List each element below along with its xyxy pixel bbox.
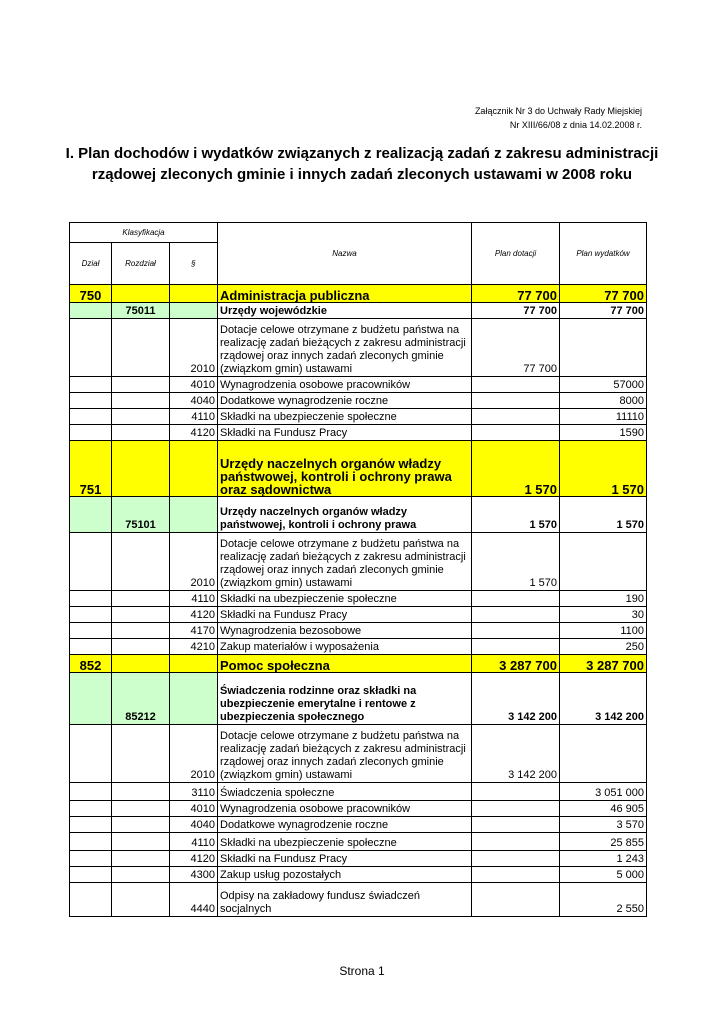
cell-plan-wydatkow: 11110	[560, 409, 647, 425]
cell-plan-dotacji	[472, 817, 560, 833]
cell-plan-wydatkow: 5 000	[560, 867, 647, 883]
cell-paragraf: 2010	[170, 533, 218, 591]
header-nazwa: Nazwa	[218, 223, 472, 285]
cell-plan-wydatkow: 30	[560, 607, 647, 623]
cell-nazwa: Urzędy wojewódzkie	[218, 303, 472, 319]
cell-plan-wydatkow: 77 700	[560, 303, 647, 319]
cell-dzial	[70, 673, 112, 725]
cell-dzial	[70, 409, 112, 425]
header-paragraf: §	[170, 243, 218, 285]
cell-dzial	[70, 393, 112, 409]
table-row	[70, 801, 647, 817]
cell-rozdzial: 75011	[112, 303, 170, 319]
cell-plan-dotacji	[472, 393, 560, 409]
cell-paragraf: 4120	[170, 425, 218, 441]
cell-plan-dotacji: 77 700	[472, 285, 560, 303]
cell-plan-dotacji: 3 142 200	[472, 725, 560, 783]
cell-paragraf: 4040	[170, 393, 218, 409]
cell-rozdzial	[112, 393, 170, 409]
table-row	[70, 409, 647, 425]
cell-nazwa: Dodatkowe wynagrodzenie roczne	[218, 817, 472, 833]
budget-table	[69, 222, 647, 917]
cell-paragraf: 4040	[170, 817, 218, 833]
page-number: Strona 1	[339, 964, 385, 978]
header-row-1	[70, 223, 647, 243]
cell-plan-wydatkow	[560, 725, 647, 783]
cell-plan-wydatkow: 250	[560, 639, 647, 655]
cell-nazwa: Składki na Fundusz Pracy	[218, 425, 472, 441]
cell-nazwa: Wynagrodzenia osobowe pracowników	[218, 377, 472, 393]
table-row	[70, 425, 647, 441]
cell-dzial	[70, 319, 112, 377]
cell-plan-dotacji: 3 142 200	[472, 673, 560, 725]
cell-rozdzial	[112, 867, 170, 883]
cell-plan-wydatkow: 3 287 700	[560, 655, 647, 673]
cell-dzial	[70, 725, 112, 783]
cell-plan-wydatkow: 46 905	[560, 801, 647, 817]
cell-dzial: 750	[70, 285, 112, 303]
table-row	[70, 285, 647, 303]
cell-plan-dotacji: 1 570	[472, 497, 560, 533]
cell-paragraf: 4110	[170, 833, 218, 851]
cell-plan-dotacji	[472, 409, 560, 425]
cell-paragraf	[170, 655, 218, 673]
document-title: I. Plan dochodów i wydatków związanych z realizacją zadań z zakresu administracji rządowej zleconych gminie i innych zadań zleconych ustawami w 2008 roku	[65, 145, 659, 183]
cell-nazwa: Świadczenia rodzinne oraz składki na ubezpieczenie emerytalne i rentowe z ubezpieczenia społecznego	[218, 673, 472, 725]
cell-plan-dotacji	[472, 883, 560, 917]
cell-plan-wydatkow: 8000	[560, 393, 647, 409]
cell-rozdzial	[112, 783, 170, 801]
cell-nazwa: Świadczenia społeczne	[218, 783, 472, 801]
cell-nazwa: Pomoc społeczna	[218, 655, 472, 673]
cell-rozdzial	[112, 655, 170, 673]
table-row	[70, 497, 647, 533]
cell-nazwa: Administracja publiczna	[218, 285, 472, 303]
cell-nazwa: Wynagrodzenia bezosobowe	[218, 623, 472, 639]
annex-line-1: Załącznik Nr 3 do Uchwały Rady Miejskiej	[474, 106, 642, 116]
cell-plan-wydatkow	[560, 319, 647, 377]
cell-plan-dotacji	[472, 623, 560, 639]
cell-dzial	[70, 867, 112, 883]
cell-paragraf: 4010	[170, 801, 218, 817]
cell-nazwa: Składki na ubezpieczenie społeczne	[218, 833, 472, 851]
cell-rozdzial	[112, 801, 170, 817]
cell-rozdzial	[112, 607, 170, 623]
cell-plan-wydatkow: 3 051 000	[560, 783, 647, 801]
cell-rozdzial	[112, 817, 170, 833]
cell-plan-dotacji: 77 700	[472, 319, 560, 377]
cell-nazwa: Urzędy naczelnych organów władzy państwowej, kontroli i ochrony prawa oraz sądownictwa	[218, 441, 472, 497]
cell-plan-wydatkow: 3 142 200	[560, 673, 647, 725]
cell-dzial	[70, 817, 112, 833]
table-row	[70, 725, 647, 783]
cell-rozdzial	[112, 833, 170, 851]
cell-plan-dotacji	[472, 801, 560, 817]
cell-plan-dotacji	[472, 867, 560, 883]
cell-plan-wydatkow: 57000	[560, 377, 647, 393]
cell-nazwa: Składki na ubezpieczenie społeczne	[218, 409, 472, 425]
table-row	[70, 393, 647, 409]
cell-rozdzial	[112, 623, 170, 639]
table-row	[70, 783, 647, 801]
cell-rozdzial	[112, 425, 170, 441]
cell-dzial: 751	[70, 441, 112, 497]
cell-paragraf: 3110	[170, 783, 218, 801]
cell-paragraf: 2010	[170, 319, 218, 377]
cell-plan-dotacji: 1 570	[472, 441, 560, 497]
cell-plan-dotacji	[472, 425, 560, 441]
cell-plan-dotacji	[472, 377, 560, 393]
header-plan-wydatkow: Plan wydatków	[560, 223, 647, 285]
cell-dzial: 852	[70, 655, 112, 673]
cell-rozdzial	[112, 725, 170, 783]
table-row	[70, 673, 647, 725]
cell-rozdzial	[112, 377, 170, 393]
cell-rozdzial: 75101	[112, 497, 170, 533]
cell-nazwa: Dotacje celowe otrzymane z budżetu państwa na realizację zadań bieżących z zakresu administracji rządowej oraz innych zadań zleconych gminie (związkom gmin) ustawami	[218, 533, 472, 591]
cell-dzial	[70, 533, 112, 591]
header-klasyfikacja: Klasyfikacja	[70, 223, 218, 243]
cell-plan-dotacji	[472, 833, 560, 851]
cell-rozdzial	[112, 883, 170, 917]
cell-nazwa: Składki na ubezpieczenie społeczne	[218, 591, 472, 607]
cell-paragraf: 4010	[170, 377, 218, 393]
cell-dzial	[70, 591, 112, 607]
cell-dzial	[70, 783, 112, 801]
table-row	[70, 833, 647, 851]
cell-plan-dotacji: 3 287 700	[472, 655, 560, 673]
cell-dzial	[70, 623, 112, 639]
table-row	[70, 377, 647, 393]
table-row	[70, 655, 647, 673]
cell-plan-dotacji: 77 700	[472, 303, 560, 319]
cell-nazwa: Składki na Fundusz Pracy	[218, 607, 472, 623]
cell-rozdzial	[112, 319, 170, 377]
cell-nazwa: Wynagrodzenia osobowe pracowników	[218, 801, 472, 817]
header-rozdzial: Rozdział	[112, 243, 170, 285]
cell-paragraf: 4120	[170, 851, 218, 867]
cell-dzial	[70, 883, 112, 917]
cell-plan-wydatkow: 190	[560, 591, 647, 607]
cell-rozdzial	[112, 441, 170, 497]
annex-line-2: Nr XIII/66/08 z dnia 14.02.2008 r.	[509, 120, 642, 130]
cell-rozdzial: 85212	[112, 673, 170, 725]
cell-dzial	[70, 497, 112, 533]
cell-dzial	[70, 303, 112, 319]
cell-nazwa: Składki na Fundusz Pracy	[218, 851, 472, 867]
cell-dzial	[70, 377, 112, 393]
cell-nazwa: Dodatkowe wynagrodzenie roczne	[218, 393, 472, 409]
cell-plan-dotacji	[472, 851, 560, 867]
cell-nazwa: Zakup materiałów i wyposażenia	[218, 639, 472, 655]
cell-paragraf: 4110	[170, 591, 218, 607]
cell-paragraf	[170, 285, 218, 303]
table-row	[70, 867, 647, 883]
table-row	[70, 533, 647, 591]
cell-plan-dotacji	[472, 783, 560, 801]
cell-plan-wydatkow: 1 570	[560, 441, 647, 497]
cell-dzial	[70, 801, 112, 817]
header-dzial: Dział	[70, 243, 112, 285]
cell-plan-wydatkow: 1590	[560, 425, 647, 441]
cell-plan-wydatkow: 3 570	[560, 817, 647, 833]
cell-rozdzial	[112, 639, 170, 655]
cell-plan-wydatkow: 77 700	[560, 285, 647, 303]
header-plan-dotacji: Plan dotacji	[472, 223, 560, 285]
cell-plan-wydatkow: 1 570	[560, 497, 647, 533]
cell-plan-dotacji	[472, 591, 560, 607]
cell-dzial	[70, 851, 112, 867]
cell-rozdzial	[112, 409, 170, 425]
cell-nazwa: Dotacje celowe otrzymane z budżetu państwa na realizację zadań bieżących z zakresu administracji rządowej oraz innych zadań zleconych gminie (związkom gmin) ustawami	[218, 725, 472, 783]
table-row	[70, 623, 647, 639]
cell-rozdzial	[112, 851, 170, 867]
cell-plan-wydatkow	[560, 533, 647, 591]
table-row	[70, 639, 647, 655]
cell-plan-dotacji	[472, 639, 560, 655]
cell-paragraf: 4170	[170, 623, 218, 639]
cell-paragraf: 4300	[170, 867, 218, 883]
cell-rozdzial	[112, 591, 170, 607]
cell-paragraf: 2010	[170, 725, 218, 783]
table-row	[70, 441, 647, 497]
table-row	[70, 319, 647, 377]
cell-plan-dotacji: 1 570	[472, 533, 560, 591]
cell-paragraf: 4440	[170, 883, 218, 917]
table-row	[70, 591, 647, 607]
cell-plan-wydatkow: 25 855	[560, 833, 647, 851]
cell-paragraf	[170, 497, 218, 533]
cell-plan-wydatkow: 2 550	[560, 883, 647, 917]
cell-nazwa: Dotacje celowe otrzymane z budżetu państwa na realizację zadań bieżących z zakresu administracji rządowej oraz innych zadań zleconych gminie (związkom gmin) ustawami	[218, 319, 472, 377]
cell-paragraf	[170, 303, 218, 319]
cell-nazwa: Urzędy naczelnych organów władzy państwowej, kontroli i ochrony prawa	[218, 497, 472, 533]
table-row	[70, 851, 647, 867]
cell-plan-dotacji	[472, 607, 560, 623]
cell-plan-wydatkow: 1 243	[560, 851, 647, 867]
cell-plan-wydatkow: 1100	[560, 623, 647, 639]
cell-nazwa: Zakup usług pozostałych	[218, 867, 472, 883]
cell-paragraf	[170, 441, 218, 497]
cell-nazwa: Odpisy na zakładowy fundusz świadczeń socjalnych	[218, 883, 472, 917]
annex-note	[420, 104, 642, 132]
cell-paragraf: 4210	[170, 639, 218, 655]
cell-paragraf: 4120	[170, 607, 218, 623]
table-row	[70, 817, 647, 833]
cell-paragraf: 4110	[170, 409, 218, 425]
cell-dzial	[70, 833, 112, 851]
cell-dzial	[70, 607, 112, 623]
cell-rozdzial	[112, 533, 170, 591]
cell-dzial	[70, 639, 112, 655]
cell-dzial	[70, 425, 112, 441]
cell-rozdzial	[112, 285, 170, 303]
table-row	[70, 303, 647, 319]
cell-paragraf	[170, 673, 218, 725]
table-row	[70, 607, 647, 623]
table-row	[70, 883, 647, 917]
